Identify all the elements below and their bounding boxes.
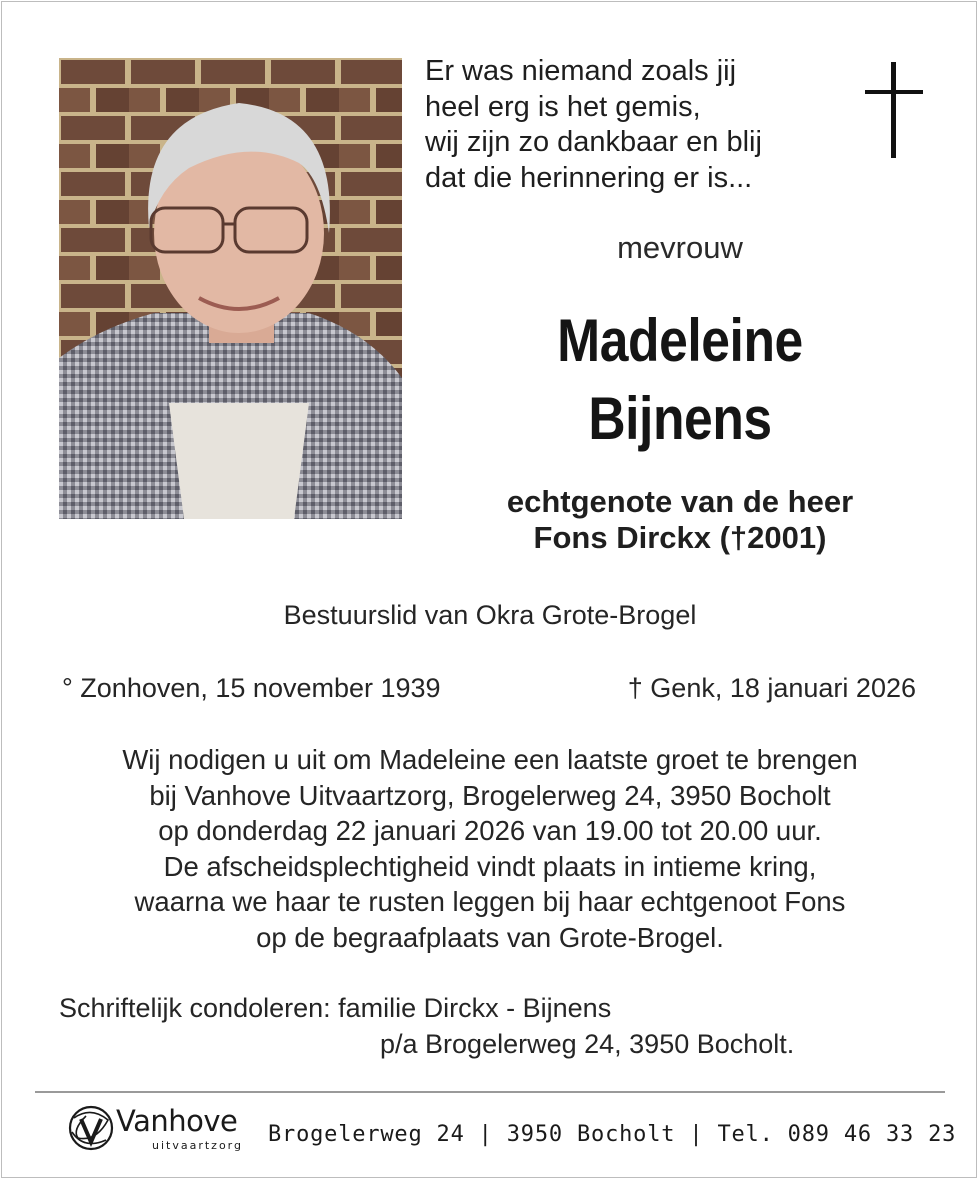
poem-line: heel erg is het gemis, xyxy=(425,90,701,123)
invitation-line: waarna we haar te rusten leggen bij haar echtgenoot Fons xyxy=(134,886,846,917)
vanhove-logo xyxy=(66,1102,256,1158)
honorific: mevrouw xyxy=(617,230,743,265)
poem-line: wij zijn zo dankbaar en blij xyxy=(425,126,762,158)
condolence-line: Schriftelijk condoleren: familie Dirckx - Bijnens xyxy=(59,993,612,1023)
role-text: Bestuurslid van Okra Grote-Brogel xyxy=(283,600,697,630)
portrait-illustration xyxy=(59,58,402,519)
portrait-photo xyxy=(59,58,402,519)
vanhove-logo-icon xyxy=(66,1102,116,1154)
spouse-info xyxy=(430,484,930,556)
spouse-line: echtgenote van de heer xyxy=(506,484,854,519)
birth-info: ° Zonhoven, 15 november 1939 xyxy=(62,673,441,703)
condolence-address: p/a Brogelerweg 24, 3950 Bocholt. xyxy=(380,1029,795,1059)
logo-subtitle: uitvaartzorg xyxy=(152,1139,243,1152)
spouse-line: Fons Dirckx (†2001) xyxy=(533,520,827,555)
footer-contact: Brogelerweg 24 | 3950 Bocholt | Tel. 089 46 33 23 xyxy=(268,1122,957,1147)
divider xyxy=(35,1091,945,1093)
invitation-line: De afscheidsplechtigheid vindt plaats in intieme kring, xyxy=(163,850,817,882)
first-name: Madeleine xyxy=(557,307,803,374)
poem-line: dat die herinnering er is... xyxy=(425,161,753,194)
poem xyxy=(425,54,845,196)
invitation-line: op donderdag 22 januari 2026 van 19.00 tot 20.00 uur. xyxy=(158,815,822,846)
invitation-text xyxy=(0,742,980,955)
death-info: † Genk, 18 januari 2026 xyxy=(627,673,916,703)
invitation-line: Wij nodigen u uit om Madeleine een laatste groet te brengen xyxy=(122,744,858,775)
deceased-name xyxy=(465,302,895,458)
invitation-line: op de begraafplaats van Grote-Brogel. xyxy=(256,921,724,953)
invitation-line: bij Vanhove Uitvaartzorg, Brogelerweg 24, 3950 Bocholt xyxy=(149,779,831,811)
poem-line: Er was niemand zoals jij xyxy=(425,55,737,87)
logo-name: Vanhove xyxy=(116,1104,238,1138)
last-name: Bijnens xyxy=(588,385,772,452)
cross-icon xyxy=(865,62,923,158)
